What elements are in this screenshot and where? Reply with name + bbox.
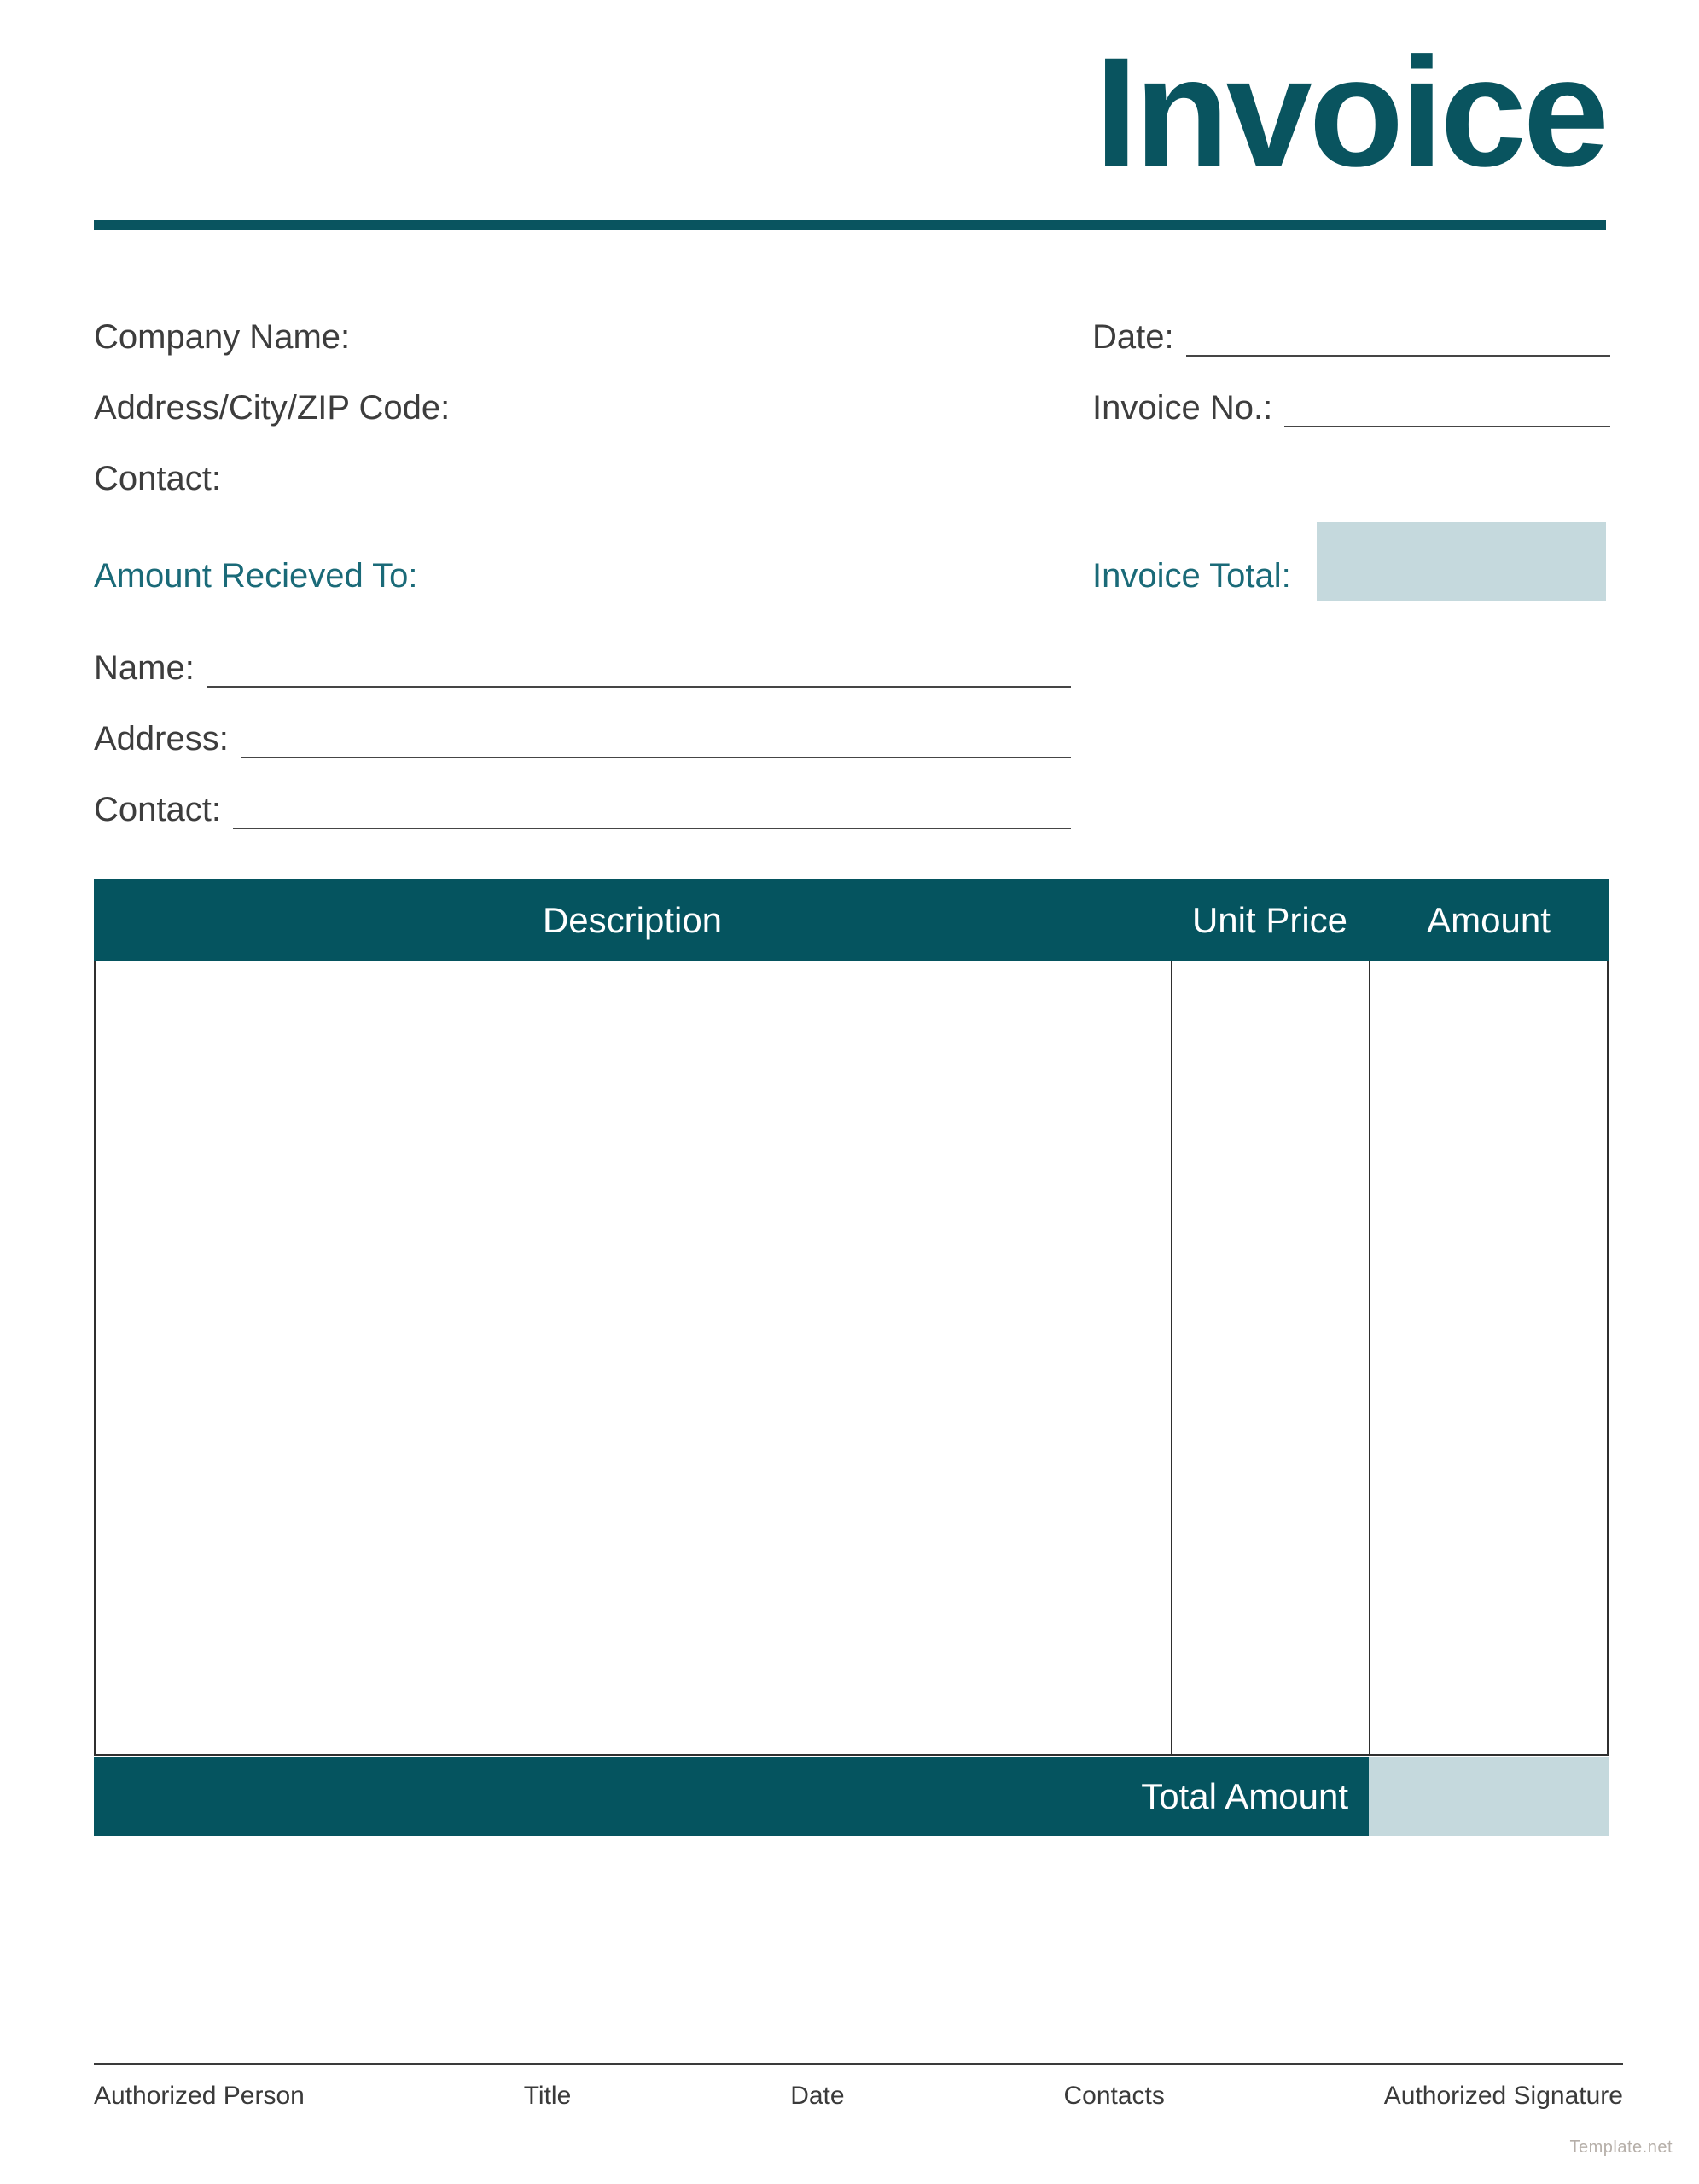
page-title: Invoice — [1094, 25, 1606, 199]
invoice-no-label: Invoice No.: — [1092, 389, 1273, 427]
receiver-address-label: Address: — [94, 720, 229, 758]
contacts-label: Contacts — [1063, 2082, 1165, 2110]
company-address-label: Address/City/ZIP Code: — [94, 389, 451, 427]
invoice-total-value-box[interactable] — [1317, 522, 1606, 601]
amount-received-to-heading: Amount Recieved To: — [94, 557, 418, 595]
unit-price-column-header: Unit Price — [1191, 899, 1348, 940]
receiver-name-input-line[interactable] — [207, 652, 1071, 688]
items-table-body[interactable] — [94, 961, 1609, 1756]
date-input-line[interactable] — [1186, 321, 1610, 357]
receiver-contact-input-line[interactable] — [233, 793, 1071, 829]
amount-column-divider — [1369, 961, 1370, 1754]
title-underline-rule — [94, 220, 1606, 230]
template-net-watermark: Template.net — [1569, 2138, 1673, 2157]
company-name-label: Company Name: — [94, 318, 351, 356]
title-label: Title — [523, 2082, 572, 2110]
total-amount-row — [94, 1757, 1609, 1836]
authorized-person-label: Authorized Person — [94, 2082, 305, 2110]
receiver-address-field-row — [94, 719, 1071, 758]
amount-column-header: Amount — [1427, 899, 1551, 940]
authorized-signature-label: Authorized Signature — [1383, 2082, 1623, 2110]
total-amount-value-cell[interactable] — [1369, 1757, 1609, 1836]
invoice-no-field-row — [1092, 388, 1610, 427]
receiver-contact-field-row — [94, 790, 1071, 829]
items-table-header — [94, 879, 1609, 961]
unit-price-column-divider — [1171, 961, 1172, 1754]
footer-rule — [94, 2063, 1623, 2065]
receiver-name-field-row — [94, 648, 1071, 688]
invoice-no-input-line[interactable] — [1284, 392, 1610, 427]
date-field-row — [1092, 317, 1610, 357]
receiver-address-input-line[interactable] — [241, 723, 1071, 758]
invoice-total-label: Invoice Total: — [1092, 557, 1291, 595]
date-label: Date: — [1092, 318, 1174, 356]
description-column-header: Description — [542, 899, 723, 940]
date-footer-label: Date — [790, 2082, 845, 2110]
company-contact-label: Contact: — [94, 460, 221, 497]
footer-signature-labels — [94, 2082, 1623, 2111]
receiver-contact-label: Contact: — [94, 791, 221, 828]
receiver-name-label: Name: — [94, 649, 195, 687]
total-amount-label: Total Amount — [94, 1757, 1369, 1836]
